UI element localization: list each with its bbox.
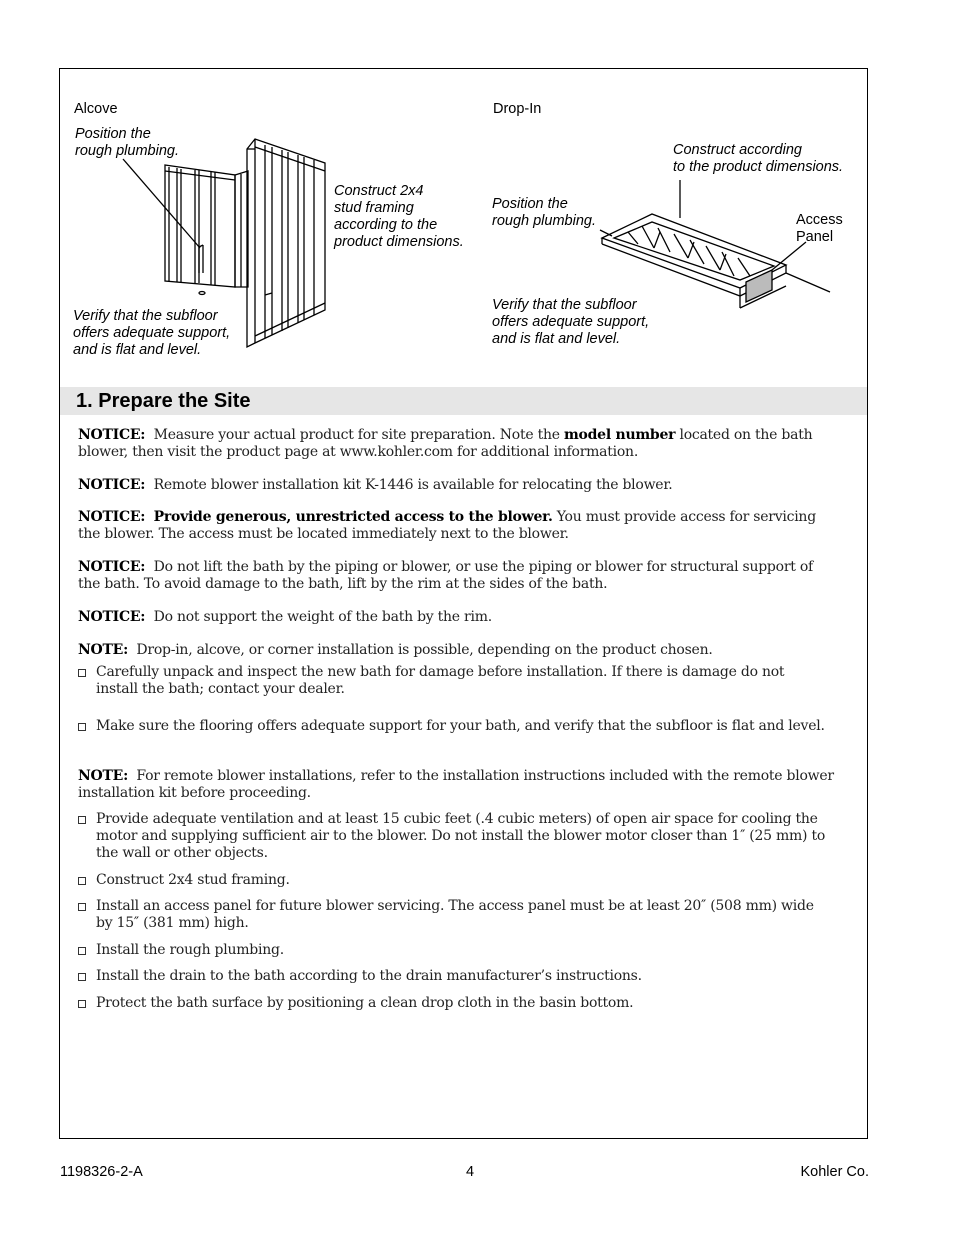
- note-label: NOTE:: [78, 768, 128, 784]
- checklist-text: Provide adequate ventilation and at least 15 cubic feet (.4 cubic meters) of open air space for cooling the motor and supplying sufficient air to the blower. Do not install the blower motor closer than 1″ (25 mm) to the wall or other objects.: [96, 811, 826, 861]
- notice-1: [78, 427, 838, 461]
- alcove-subfloor-line-3: and is flat and level.: [73, 342, 202, 358]
- dropin-title: Drop-In: [493, 101, 542, 117]
- footer-doc-number: 1198326-2-A: [60, 1164, 143, 1180]
- checklist-text: Install the drain to the bath according to the drain manufacturer’s instructions.: [96, 968, 642, 984]
- alcove-framing-line-2: stud framing: [334, 200, 414, 216]
- section-title: 1. Prepare the Site: [76, 390, 251, 412]
- dropin-subfloor-line-1: Verify that the subfloor: [492, 297, 637, 313]
- dropin-access-line-2: Panel: [796, 229, 834, 245]
- dropin-plumbing-callout: [492, 196, 596, 230]
- note-text: For remote blower installations, refer to the installation instructions included with the remote blower installation kit before proceeding.: [78, 768, 834, 801]
- notice-text: Do not support the weight of the bath by the rim.: [153, 609, 492, 625]
- alcove-framing-callout: [334, 183, 464, 251]
- notice-2: [78, 477, 838, 494]
- alcove-subfloor-line-1: Verify that the subfloor: [73, 308, 218, 324]
- notice-text: You must provide access for servicing the blower. The access must be located immediately next to the blower.: [78, 509, 816, 542]
- alcove-framing-line-1: Construct 2x4: [334, 183, 424, 199]
- checkbox-icon: [78, 947, 86, 955]
- notice-bold-text: model number: [563, 427, 676, 443]
- dropin-access-line-1: Access: [796, 212, 843, 228]
- dropin-subfloor-line-2: offers adequate support,: [492, 314, 650, 330]
- note-label: NOTE:: [78, 642, 128, 658]
- note-1: [78, 642, 838, 659]
- footer-company: Kohler Co.: [800, 1164, 869, 1180]
- notice-4: [78, 559, 838, 593]
- checklist-text: Protect the bath surface by positioning a clean drop cloth in the basin bottom.: [96, 995, 634, 1011]
- checkbox-icon: [78, 669, 86, 677]
- checkbox-icon: [78, 1000, 86, 1008]
- alcove-framing-illustration: [115, 135, 335, 350]
- alcove-subfloor-line-2: offers adequate support,: [73, 325, 231, 341]
- checklist-text: Make sure the flooring offers adequate support for your bath, and verify that the subfloor is flat and level.: [96, 718, 825, 734]
- dropin-plumbing-line-2: rough plumbing.: [492, 213, 596, 229]
- notice-text: Do not lift the bath by the piping or blower, or use the piping or blower for structural support of the bath. To avoid damage to the bath, lift by the rim at the sides of the bath.: [78, 559, 813, 592]
- footer-page-number: 4: [466, 1164, 475, 1180]
- alcove-framing-line-3: according to the: [334, 217, 438, 233]
- alcove-title: Alcove: [74, 101, 118, 117]
- checklist-text: Install an access panel for future blower servicing. The access panel must be at least 20″ (508 mm) wide by 15″ (381 mm) high.: [96, 898, 814, 931]
- checkbox-icon: [78, 903, 86, 911]
- access-leader-line: [772, 242, 806, 270]
- dropin-construct-line-2: to the product dimensions.: [673, 159, 844, 175]
- dropin-subfloor-line-3: and is flat and level.: [492, 331, 621, 347]
- notice-text: located on the bath blower, then visit the product page at www.kohler.com for additional information.: [78, 427, 813, 460]
- dropin-construct-line-1: Construct according: [673, 142, 802, 158]
- checkbox-icon: [78, 816, 86, 824]
- dropin-plumbing-line-1: Position the: [492, 196, 568, 212]
- notice-3: [78, 509, 838, 543]
- notice-label: NOTICE:: [78, 559, 146, 575]
- plumbing-leader-line: [123, 159, 200, 248]
- checkbox-icon: [78, 877, 86, 885]
- checklist-text: Construct 2x4 stud framing.: [96, 872, 290, 888]
- note-text: Drop-in, alcove, or corner installation is possible, depending on the product chosen.: [136, 642, 713, 658]
- section-header: [60, 387, 867, 415]
- notice-label: NOTICE:: [78, 477, 146, 493]
- notice-label: NOTICE:: [78, 609, 146, 625]
- dropin-framing-illustration: [590, 170, 835, 315]
- checklist-text: Install the rough plumbing.: [96, 942, 284, 958]
- notice-5: [78, 609, 838, 626]
- notice-text: Remote blower installation kit K-1446 is available for relocating the blower.: [153, 477, 673, 493]
- dropin-plumbing-leader-line: [600, 230, 612, 236]
- checkbox-icon: [78, 973, 86, 981]
- alcove-plumbing-line-2: rough plumbing.: [75, 143, 179, 159]
- notice-label: NOTICE:: [78, 509, 146, 525]
- checkbox-icon: [78, 723, 86, 731]
- checklist-text: Carefully unpack and inspect the new bath for damage before installation. If there is damage do not install the bath; contact your dealer.: [96, 664, 785, 697]
- notice-label: NOTICE:: [78, 427, 146, 443]
- notice-text: Measure your actual product for site preparation. Note the: [153, 427, 564, 443]
- note-2: [78, 768, 838, 802]
- alcove-plumbing-line-1: Position the: [75, 126, 151, 142]
- notice-bold-text: Provide generous, unrestricted access to the blower.: [153, 509, 553, 525]
- alcove-framing-line-4: product dimensions.: [334, 234, 464, 250]
